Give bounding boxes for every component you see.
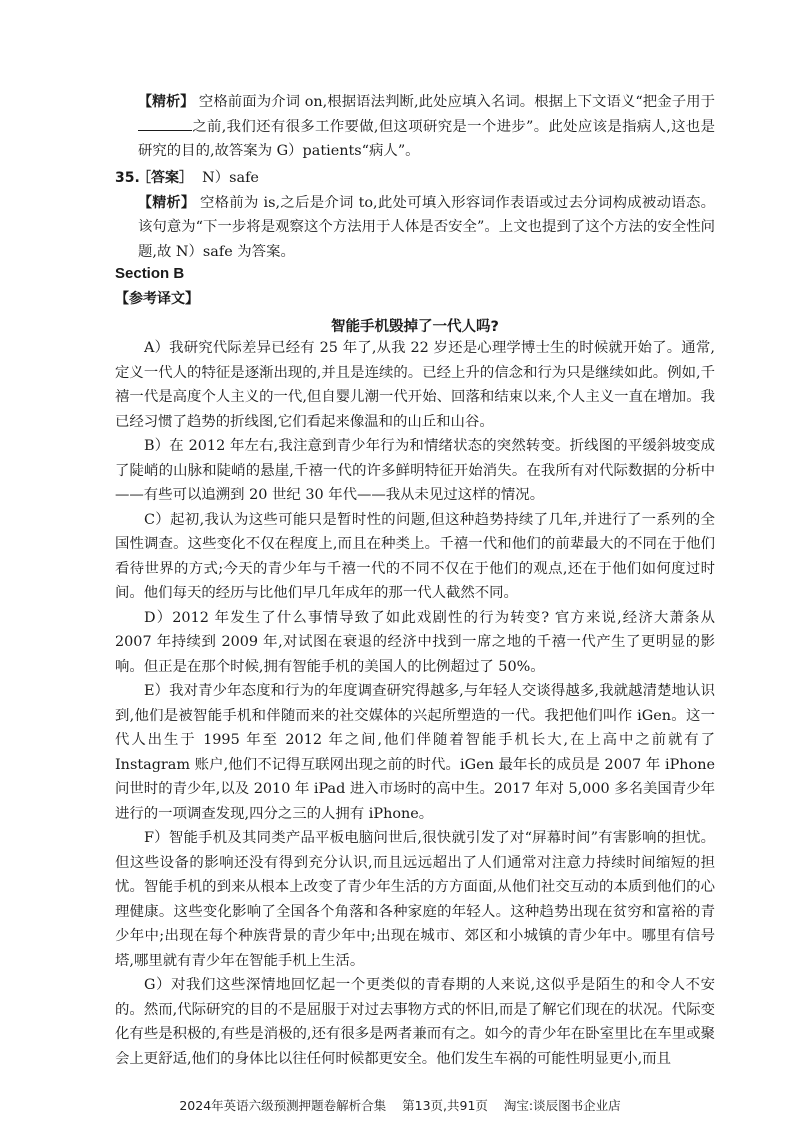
answer-tag: ［答案］ <box>137 170 193 186</box>
q34-analysis-text: 【精析】 空格前面为介词 on,根据语法判断,此处应填入名词。根据上下文语义“把金子用于之前,我们还有很多工作要做,但这项研究是一个进步”。此处应该是指病人,这也是研究的目的,故答案为 G）patients“病人”。 <box>138 94 716 159</box>
section-title: Section B <box>115 265 185 282</box>
analysis-tag: 【精析】 <box>138 194 196 211</box>
question-number: 35. <box>115 170 140 186</box>
translation-body <box>115 336 715 1071</box>
answer-blank <box>138 116 192 131</box>
article-title: 智能手机毁掉了一代人吗? <box>331 319 499 335</box>
page-footer <box>0 1096 800 1114</box>
paragraph-f: F）智能手机及其同类产品平板电脑问世后,很快就引发了对“屏幕时间”有害影响的担忧。但这些设备的影响还没有得到充分认识,而且远远超出了人们通常对注意力持续时间缩短的担忧。智能手机的到来从根本上改变了青少年生活的方方面面,从他们社交互动的本质到他们的心理健康。这些变化影响了全国各个角落和各种家庭的年轻人。这种趋势出现在贫穷和富裕的青少年中;出现在每个种族背景的青少年中;出现在城市、郊区和小城镇的青少年中。哪里有信号塔,哪里就有青少年在智能手机上生活。 <box>115 830 715 969</box>
q34-analysis <box>115 90 715 164</box>
paragraph-b: B）在 2012 年左右,我注意到青少年行为和情绪状态的突然转变。折线图的平缓斜坡变成了陡峭的山脉和陡峭的悬崖,千禧一代的许多鲜明特征开始消失。在我所有对代际数据的分析中——有些可以追溯到 20 世纪 30 年代——我从未见过这样的情况。 <box>115 438 715 503</box>
paragraph-d: D）2012 年发生了什么事情导致了如此戏剧性的行为转变? 官方来说,经济大萧条从 2007 年持续到 2009 年,对试图在衰退的经济中找到一席之地的千禧一代产生了更明显的影响。但正是在那个时候,拥有智能手机的美国人的比例超过了 50%。 <box>115 609 715 675</box>
q35-answer <box>115 166 715 264</box>
footer-book-title: 2024年英语六级预测押题卷解析合集 <box>179 1098 387 1113</box>
q35-analysis-text: 【精析】 空格前为 is,之后是介词 to,此处可填入形容词作表语或过去分词构成被动语态。该句意为“下一步将是观察这个方法用于人体是否安全”。上文也提到了这个方法的安全性问题,故 N）safe 为答案。 <box>138 194 716 260</box>
paragraph-c: C）起初,我认为这些可能只是暂时性的问题,但这种趋势持续了几年,并进行了一系列的全国性调查。这些变化不仅在程度上,而且在种类上。千禧一代和他们的前辈最大的不同在于他们看待世界的方式;今天的青少年与千禧一代的不同不仅在于他们的观点,还在于他们如何度过时间。他们每天的经历与比他们早几年成年的那一代人截然不同。 <box>115 511 715 601</box>
paragraph-a: A）我研究代际差异已经有 25 年了,从我 22 岁还是心理学博士生的时候就开始了。通常,定义一代人的特征是逐渐出现的,并且是连续的。已经上升的信念和行为只是继续如此。例如,千禧一代是高度个人主义的一代,但自婴儿潮一代开始、回落和结束以来,个人主义一直在增加。我已经习惯了趋势的折线图,它们看起来像温和的山丘和山谷。 <box>115 340 715 430</box>
footer-page-number: 第13页,共91页 <box>402 1098 488 1113</box>
paragraph-e: E）我对青少年态度和行为的年度调查研究得越多,与年轻人交谈得越多,我就越清楚地认识到,他们是被智能手机和伴随而来的社交媒体的兴起所塑造的一代。我把他们叫作 iGen。这一代人出生于 1995 年至 2012 年之间,他们伴随着智能手机长大,在上高中之前就有了 Instagram 账户,他们不记得互联网出现之前的时代。iGen 最年长的成员是 2007 年 iPhone 问世时的青少年,以及 2010 年 iPad 进入市场时的高中生。2017 年对 5,000 多名美国青少年进行的一项调查发现,四分之三的人拥有 iPhone。 <box>115 683 715 822</box>
translation-tag: 【参考译文】 <box>115 290 199 307</box>
answer-value: N）safe <box>202 170 259 186</box>
section-header <box>115 262 715 340</box>
paragraph-g: G）对我们这些深情地回忆起一个更类似的青春期的人来说,这似乎是陌生的和令人不安的。然而,代际研究的目的不是屈服于对过去事物方式的怀旧,而是了解它们现在的状况。代际变化有些是积极的,有些是消极的,还有很多是两者兼而有之。如今的青少年在卧室里比在车里或聚会上更舒适,他们的身体比以往任何时候都更安全。他们发生车祸的可能性明显更小,而且 <box>115 977 715 1067</box>
footer-shop: 淘宝:谈辰图书企业店 <box>503 1098 621 1113</box>
analysis-tag: 【精析】 <box>138 94 195 110</box>
